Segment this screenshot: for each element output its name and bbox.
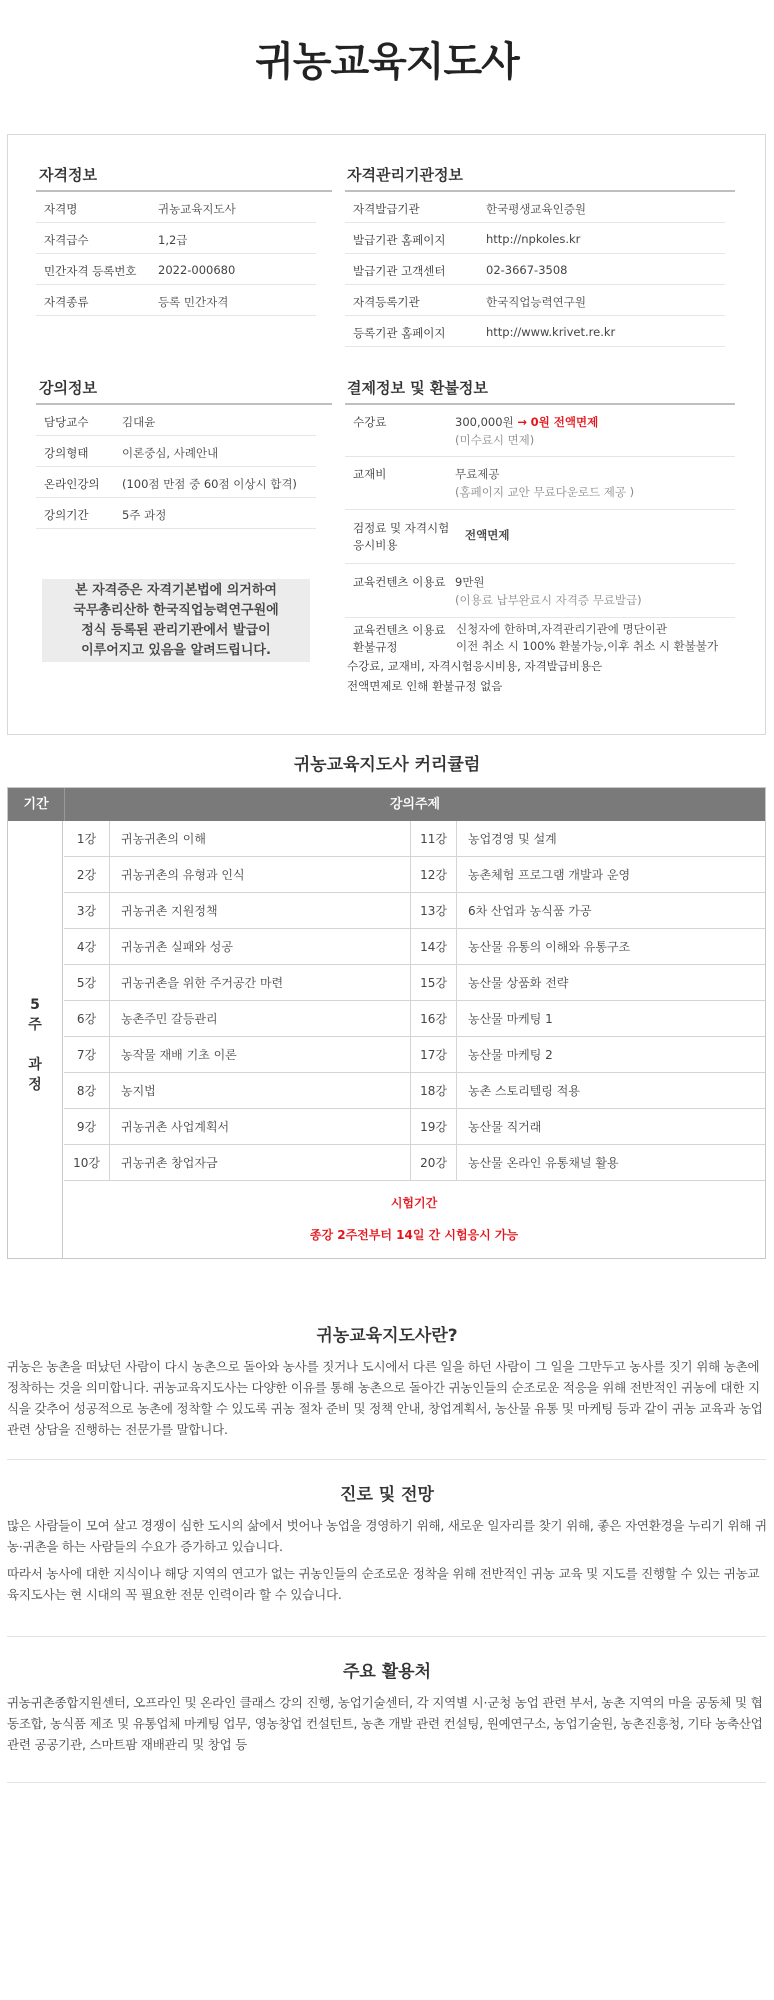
tuition-row [345, 405, 735, 457]
lesson-topic: 귀농귀촌의 이해 [121, 832, 206, 846]
lesson-row [64, 857, 410, 893]
notice-line: 본 자격증은 자격기본법에 의거하여 [75, 583, 277, 598]
row-label: 민간자격 등록번호 [44, 264, 137, 278]
lesson-topic: 6차 산업과 농식품 가공 [468, 904, 592, 918]
row-value: (100점 만점 중 60점 이상시 합격) [122, 477, 297, 491]
lesson-topic: 농산물 마케팅 1 [468, 1012, 553, 1026]
content-fee-value [455, 573, 642, 609]
lesson-topic: 귀농귀촌의 유형과 인식 [121, 868, 245, 882]
period-char: 과 [28, 1057, 42, 1073]
lesson-topic: 농산물 온라인 유통채널 활용 [468, 1156, 619, 1170]
lesson-number: 3강 [64, 893, 110, 929]
row-label: 교재비 [353, 467, 387, 481]
col-period-header: 기간 [8, 788, 64, 821]
lesson-number: 12강 [411, 857, 457, 893]
career-title: 진로 및 전망 [340, 1485, 434, 1505]
label-line: 교육컨텐츠 이용료 [353, 623, 446, 637]
tuition-value [455, 413, 598, 449]
row-label [353, 622, 446, 656]
lesson-row [64, 929, 410, 965]
usage-text: 귀농귀촌종합지원센터, 오프라인 및 온라인 클래스 강의 진행, 농업기술센터, 각 지역별 시·군청 농업 관련 부서, 농촌 지역의 마을 공동체 및 협동조합, 농식품 제조 및 유통업체 마케팅 업무, 영농창업 컨설턴트, 농촌 개발 관련 컨설팅, 원예연구소, 농업기술원, 농촌진흥청, 기타 농축산업 관련 공공기관, 스마트팜 재배관리 및 창업 등 [7, 1695, 763, 1752]
section-divider [7, 1459, 766, 1460]
material-sub: (홈페이지 교안 무료다운로드 제공 ) [455, 485, 635, 499]
row-label: 강의기간 [44, 508, 89, 522]
lesson-number: 16강 [411, 1001, 457, 1037]
refund-line: 이전 취소 시 100% 환불가능,이후 취소 시 환불불가 [456, 639, 719, 653]
period-cell [8, 821, 63, 1258]
curriculum-table [7, 787, 766, 1259]
payment-heading: 결제정보 및 환불정보 [347, 379, 488, 397]
period-gap [8, 1035, 62, 1055]
lesson-number: 11강 [411, 821, 457, 857]
row-label: 수강료 [353, 415, 387, 429]
lecture-row [36, 467, 316, 498]
lesson-row [411, 1145, 765, 1181]
refund-row [345, 618, 735, 654]
lecture-heading: 강의정보 [39, 379, 97, 397]
label-line: 검정료 및 자격시험 [353, 521, 450, 535]
note-line: 수강료, 교재비, 자격시험응시비용, 자격발급비용은 [347, 659, 603, 673]
lesson-topic: 귀농귀촌 지원정책 [121, 904, 218, 918]
column-divider [410, 821, 411, 1181]
period-char: 정 [28, 1077, 42, 1093]
lecture-row [36, 405, 316, 436]
lesson-topic: 농산물 마케팅 2 [468, 1048, 553, 1062]
lesson-row [64, 1037, 410, 1073]
exam-fee-row [345, 510, 735, 564]
agency-row [345, 285, 725, 316]
lesson-number: 14강 [411, 929, 457, 965]
lesson-topic: 귀농귀촌 사업계획서 [121, 1120, 230, 1134]
refund-line: 신청자에 한하며,자격관리기관에 명단이관 [456, 622, 667, 636]
row-label: 교육컨텐츠 이용료 [353, 575, 446, 589]
tuition-free-badge: 0원 전액면제 [530, 415, 599, 429]
refund-note [347, 656, 602, 696]
agency-row [345, 192, 725, 223]
row-label [353, 520, 449, 554]
row-label: 자격등록기관 [353, 295, 420, 309]
lesson-topic: 농산물 유통의 이해와 유통구조 [468, 940, 631, 954]
lesson-topic: 농촌주민 갈등관리 [121, 1012, 218, 1026]
lesson-row [411, 1073, 765, 1109]
lesson-topic: 농산물 직거래 [468, 1120, 542, 1134]
lesson-number: 20강 [411, 1145, 457, 1181]
row-value: 귀농교육지도사 [158, 202, 236, 216]
lecture-row [36, 498, 316, 529]
notice-line: 정식 등록된 관리기관에서 발급이 [81, 623, 271, 638]
lesson-row [411, 1109, 765, 1145]
agency-row [345, 316, 725, 347]
lesson-row [64, 821, 410, 857]
row-label: 온라인강의 [44, 477, 100, 491]
lesson-topic: 농산물 상품화 전략 [468, 976, 569, 990]
lesson-topic: 농촌체험 프로그램 개발과 운영 [468, 868, 631, 882]
lesson-row [64, 965, 410, 1001]
row-label: 자격종류 [44, 295, 89, 309]
qualification-row [36, 254, 316, 285]
row-value: 한국직업능력연구원 [486, 295, 586, 309]
notice-line: 국무총리산하 한국직업능력연구원에 [73, 603, 279, 618]
period-char: 5 [30, 997, 40, 1013]
content-fee-sub: (이용료 납부완료시 자격증 무료발급) [455, 593, 642, 607]
row-value: 5주 과정 [122, 508, 167, 522]
lesson-number: 10강 [64, 1145, 110, 1181]
row-value: 2022-000680 [158, 263, 236, 277]
agency-row [345, 223, 725, 254]
section-divider [7, 1782, 766, 1783]
lesson-row [64, 1109, 410, 1145]
row-label: 자격명 [44, 202, 78, 216]
lesson-row [411, 1037, 765, 1073]
lesson-number: 19강 [411, 1109, 457, 1145]
lesson-topic: 농촌 스토리텔링 적용 [468, 1084, 580, 1098]
lesson-number: 9강 [64, 1109, 110, 1145]
row-label: 발급기관 홈페이지 [353, 233, 446, 247]
qualification-row [36, 192, 316, 223]
tuition-sub: (미수료시 면제) [455, 433, 535, 447]
qualification-heading: 자격정보 [39, 166, 97, 184]
lecture-row [36, 436, 316, 467]
lesson-row [64, 893, 410, 929]
lesson-number: 5강 [64, 965, 110, 1001]
usage-title: 주요 활용처 [342, 1662, 432, 1682]
agency-heading: 자격관리기관정보 [347, 166, 463, 184]
lesson-row [411, 1001, 765, 1037]
career-text-2: 따라서 농사에 대한 지식이나 해당 지역의 연고가 없는 귀농인들의 순조로운 정착을 위해 전반적인 귀농 교육 및 지도를 진행할 수 있는 귀농교육지도사는 현 시대의 꼭 필요한 전문 인력이라 할 수 있습니다. [7, 1566, 760, 1602]
row-value: 이론중심, 사례안내 [122, 446, 219, 460]
row-label: 자격발급기관 [353, 202, 420, 216]
content-fee-main: 9만원 [455, 575, 485, 589]
row-value: 한국평생교육인증원 [486, 202, 586, 216]
lesson-row [411, 965, 765, 1001]
page-title: 귀농교육지도사 [255, 39, 519, 85]
about-title: 귀농교육지도사란? [316, 1326, 458, 1346]
content-fee-row [345, 564, 735, 618]
row-label: 발급기관 고객센터 [353, 264, 446, 278]
row-value: 김대윤 [122, 415, 156, 429]
lesson-row [411, 857, 765, 893]
lesson-number: 4강 [64, 929, 110, 965]
row-value: 02-3667-3508 [486, 263, 568, 277]
lesson-topic: 귀농귀촌 실패와 성공 [121, 940, 233, 954]
career-text-1: 많은 사람들이 모여 살고 경쟁이 심한 도시의 삶에서 벗어나 농업을 경영하기 위해, 새로운 일자리를 찾기 위해, 좋은 자연환경을 누리기 위해 귀농·귀촌을 하는 사람들의 수요가 증가하고 있습니다. [7, 1518, 767, 1554]
row-label: 강의형태 [44, 446, 89, 460]
col-topic-header: 강의주제 [64, 788, 765, 821]
label-line: 환불규정 [353, 640, 398, 654]
row-label: 자격급수 [44, 233, 89, 247]
lesson-number: 18강 [411, 1073, 457, 1109]
about-text: 귀농은 농촌을 떠났던 사람이 다시 농촌으로 돌아와 농사를 짓거나 도시에서 다른 일을 하던 사람이 그 일을 그만두고 농사를 짓기 위해 농촌에 정착하는 것을 의미합니다. 귀농교육지도사는 다양한 이유를 통해 농촌으로 돌아간 귀농인들의 순조로운 적응을 위해 전반적인 귀농에 대한 지식을 갖추어 성공적으로 농촌에 정착할 수 있도록 귀농 절차 준비 및 정책 안내, 창업계획서, 농산물 유통 및 마케팅 등과 같이 귀농 교육과 농업 관련 상담을 진행하는 전문가를 말합니다. [7, 1359, 763, 1437]
lesson-number: 1강 [64, 821, 110, 857]
lesson-row [411, 929, 765, 965]
lesson-number: 7강 [64, 1037, 110, 1073]
lesson-row [64, 1073, 410, 1109]
note-line: 전액면제로 인해 환불규정 없음 [347, 679, 503, 693]
lesson-topic: 농업경영 및 설계 [468, 832, 557, 846]
period-char: 주 [28, 1017, 42, 1033]
exam-period-title: 시험기간 [390, 1196, 438, 1210]
qualification-row [36, 285, 316, 316]
row-label: 담당교수 [44, 415, 89, 429]
material-value [455, 465, 634, 501]
refund-value [456, 621, 718, 655]
qualification-row [36, 223, 316, 254]
material-row [345, 457, 735, 510]
lesson-row [64, 1001, 410, 1037]
agency-row [345, 254, 725, 285]
lesson-row [64, 1145, 410, 1181]
section-divider [7, 1636, 766, 1637]
row-value: 등록 민간자격 [158, 295, 229, 309]
lesson-number: 13강 [411, 893, 457, 929]
tuition-price: 300,000원 [455, 415, 514, 429]
homepage-link[interactable]: http://npkoles.kr [486, 232, 581, 246]
lesson-row [411, 821, 765, 857]
lesson-topic: 농지법 [121, 1084, 156, 1098]
exam-fee-value: 전액면제 [465, 528, 510, 542]
lesson-topic: 농작물 재배 기초 이론 [121, 1048, 237, 1062]
label-line: 응시비용 [353, 538, 398, 552]
lesson-number: 15강 [411, 965, 457, 1001]
lesson-number: 6강 [64, 1001, 110, 1037]
material-main: 무료제공 [455, 467, 500, 481]
registry-homepage-link[interactable]: http://www.krivet.re.kr [486, 325, 616, 339]
arrow-icon: → [517, 415, 527, 429]
row-label: 등록기관 홈페이지 [353, 326, 446, 340]
lesson-topic: 귀농귀촌 창업자금 [121, 1156, 218, 1170]
lesson-number: 8강 [64, 1073, 110, 1109]
lesson-number: 2강 [64, 857, 110, 893]
row-value: 1,2급 [158, 233, 188, 247]
registration-notice [42, 579, 310, 662]
curriculum-title: 귀농교육지도사 커리큘럼 [293, 755, 481, 775]
lesson-row [411, 893, 765, 929]
info-panel [7, 134, 766, 735]
lesson-topic: 귀농귀촌을 위한 주거공간 마련 [121, 976, 284, 990]
lesson-number: 17강 [411, 1037, 457, 1073]
notice-line: 이루어지고 있음을 알려드립니다. [81, 643, 271, 658]
exam-period-desc: 종강 2주전부터 14일 간 시험응시 가능 [309, 1228, 519, 1242]
